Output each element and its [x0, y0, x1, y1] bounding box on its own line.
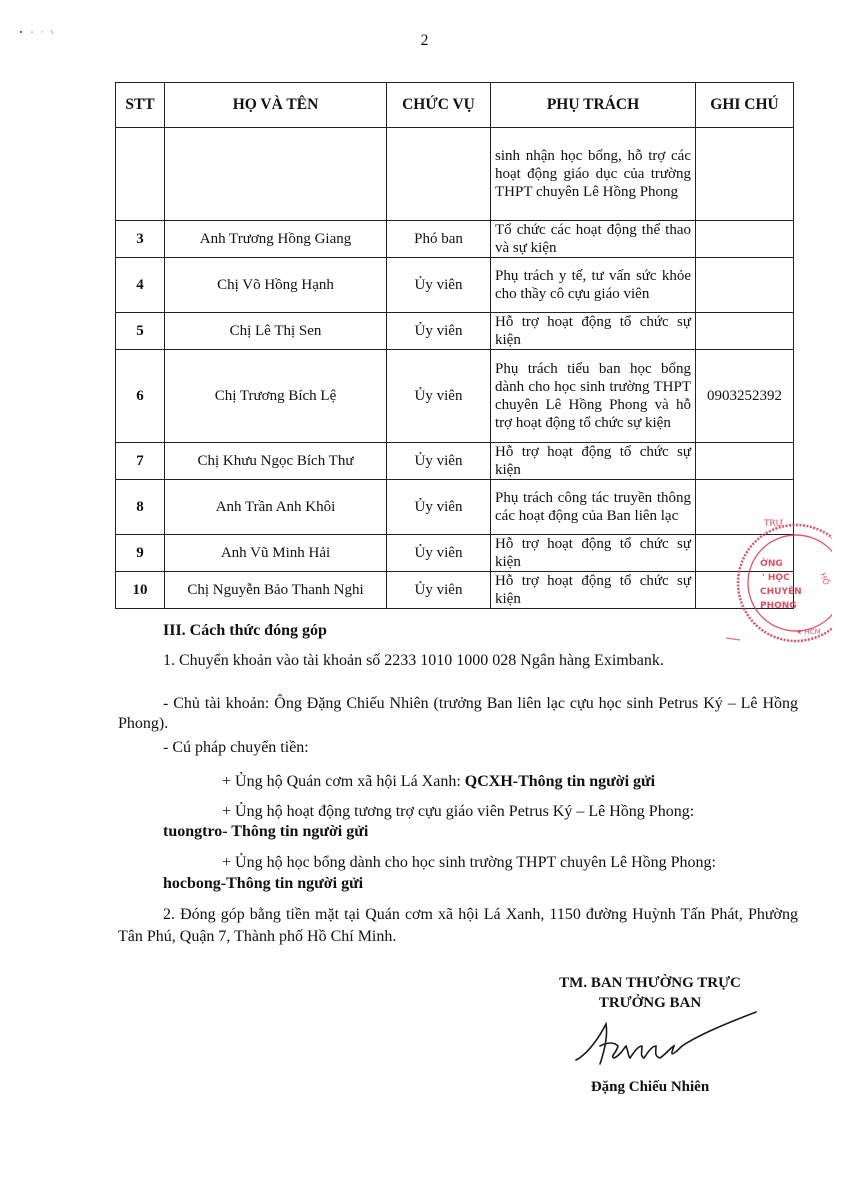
cell-name [165, 128, 387, 221]
table-row [116, 480, 794, 535]
cell-note: 0903252392 [696, 350, 794, 443]
cell-position: Ủy viên [387, 313, 491, 350]
svg-text:CHUYÊN: CHUYÊN [760, 587, 802, 597]
table-row [116, 443, 794, 480]
syntax-qcxh-text: + Ủng hộ Quán cơm xã hội Lá Xanh: [222, 773, 465, 790]
cell-responsibility: Phụ trách tiểu ban học bổng dành cho học sinh trường THPT chuyên Lê Hồng Phong và hỗ trợ hoạt động tổ chức sự kiện [491, 350, 696, 443]
signature-role: TRƯỞNG BAN [598, 995, 702, 1011]
cell-position: Ủy viên [387, 443, 491, 480]
cell-name: Chị Lê Thị Sen [165, 313, 387, 350]
committee-table [115, 82, 794, 609]
cell-stt: 6 [116, 350, 165, 443]
header-stt: STT [116, 83, 165, 128]
cell-responsibility: Hỗ trợ hoạt động tổ chức sự kiện [491, 535, 696, 572]
account-owner: - Chủ tài khoản: Ông Đặng Chiếu Nhiên (trưởng Ban liên lạc cựu học sinh Petrus Ký – Lê Hồng Phong). [118, 695, 798, 732]
signer-name: Đặng Chiếu Nhiên [590, 1079, 710, 1095]
cell-responsibility: Hỗ trợ hoạt động tổ chức sự kiện [491, 572, 696, 609]
cell-responsibility: Phụ trách công tác truyền thông các hoạt động của Ban liên lạc [491, 480, 696, 535]
school-seal [726, 516, 832, 650]
table-header-row [116, 83, 794, 128]
bank-transfer-line: 1. Chuyển khoản vào tài khoản số 2233 1010 1000 028 Ngân hàng Eximbank. [163, 652, 664, 669]
table-row [116, 350, 794, 443]
cell-name: Chị Khưu Ngọc Bích Thư [165, 443, 387, 480]
cell-position [387, 128, 491, 221]
syntax-tuongtro-code: tuongtro- Thông tin người gửi [163, 823, 369, 840]
table-row [116, 535, 794, 572]
svg-text:ỜNG: ỜNG [760, 559, 783, 569]
cash-contribution: 2. Đóng góp bằng tiền mặt tại Quán cơm xã hội Lá Xanh, 1150 đường Huỳnh Tấn Phát, Phường Tân Phú, Quận 7, Thành phố Hồ Chí Minh. [118, 906, 798, 945]
cell-name: Chị Trương Bích Lệ [165, 350, 387, 443]
syntax-hocbong-code: hocbong-Thông tin người gửi [163, 875, 364, 892]
cell-responsibility: Phụ trách y tế, tư vấn sức khỏe cho thầy cô cựu giáo viên [491, 258, 696, 313]
cell-position: Ủy viên [387, 258, 491, 313]
table-row [116, 313, 794, 350]
syntax-qcxh [222, 772, 792, 792]
cell-position: Ủy viên [387, 535, 491, 572]
svg-text:' HỌC: ' HỌC [762, 573, 790, 583]
cell-stt: 9 [116, 535, 165, 572]
cell-position: Ủy viên [387, 480, 491, 535]
cell-position: Ủy viên [387, 572, 491, 609]
header-responsibility: PHỤ TRÁCH [491, 83, 696, 128]
cell-name: Anh Vũ Minh Hải [165, 535, 387, 572]
header-position: CHỨC VỤ [387, 83, 491, 128]
transfer-syntax-intro: - Cú pháp chuyển tiền: [163, 739, 309, 756]
cell-note [696, 313, 794, 350]
page-number: 2 [420, 32, 429, 49]
cell-note [696, 258, 794, 313]
cell-responsibility: Hỗ trợ hoạt động tổ chức sự kiện [491, 313, 696, 350]
cell-stt: 4 [116, 258, 165, 313]
table-row [116, 572, 794, 609]
syntax-hocbong-text: + Ủng hộ học bổng dành cho học sinh trường THPT chuyên Lê Hồng Phong: [222, 854, 716, 871]
cell-note [696, 443, 794, 480]
svg-text:★ HCM: ★ HCM [796, 628, 821, 636]
header-note: GHI CHÚ [696, 83, 794, 128]
cell-name: Anh Trương Hồng Giang [165, 221, 387, 258]
table-row [116, 258, 794, 313]
cell-responsibility: Tổ chức các hoạt động thể thao và sự kiện [491, 221, 696, 258]
svg-text:PHONG: PHONG [760, 601, 797, 611]
header-name: HỌ VÀ TÊN [165, 83, 387, 128]
cell-stt [116, 128, 165, 221]
cell-stt: 8 [116, 480, 165, 535]
cell-name: Chị Nguyễn Bảo Thanh Nghi [165, 572, 387, 609]
svg-text:TRƯ: TRƯ [764, 519, 784, 529]
cell-responsibility: Hỗ trợ hoạt động tổ chức sự kiện [491, 443, 696, 480]
cell-note [696, 221, 794, 258]
cell-note [696, 128, 794, 221]
syntax-qcxh-code: QCXH-Thông tin người gửi [464, 773, 656, 790]
cell-name: Chị Võ Hồng Hạnh [165, 258, 387, 313]
cell-stt: 10 [116, 572, 165, 609]
contribution-heading: III. Cách thức đóng góp [163, 622, 327, 639]
syntax-tuongtro-text: + Ủng hộ hoạt động tương trợ cựu giáo viên Petrus Ký – Lê Hồng Phong: [222, 803, 695, 820]
cell-name: Anh Trần Anh Khôi [165, 480, 387, 535]
svg-text:HỒ: HỒ [818, 571, 831, 587]
cell-stt: 3 [116, 221, 165, 258]
cell-position: Ủy viên [387, 350, 491, 443]
cell-position: Phó ban [387, 221, 491, 258]
signature-title: TM. BAN THƯỜNG TRỰC [559, 975, 741, 991]
table-row [116, 221, 794, 258]
scan-mark [18, 28, 58, 36]
cell-responsibility: sinh nhận học bổng, hỗ trợ các hoạt động giáo dục của trường THPT chuyên Lê Hồng Phong [491, 128, 696, 221]
table-row [116, 128, 794, 221]
handwritten-signature [570, 1006, 760, 1072]
cell-stt: 7 [116, 443, 165, 480]
cell-stt: 5 [116, 313, 165, 350]
